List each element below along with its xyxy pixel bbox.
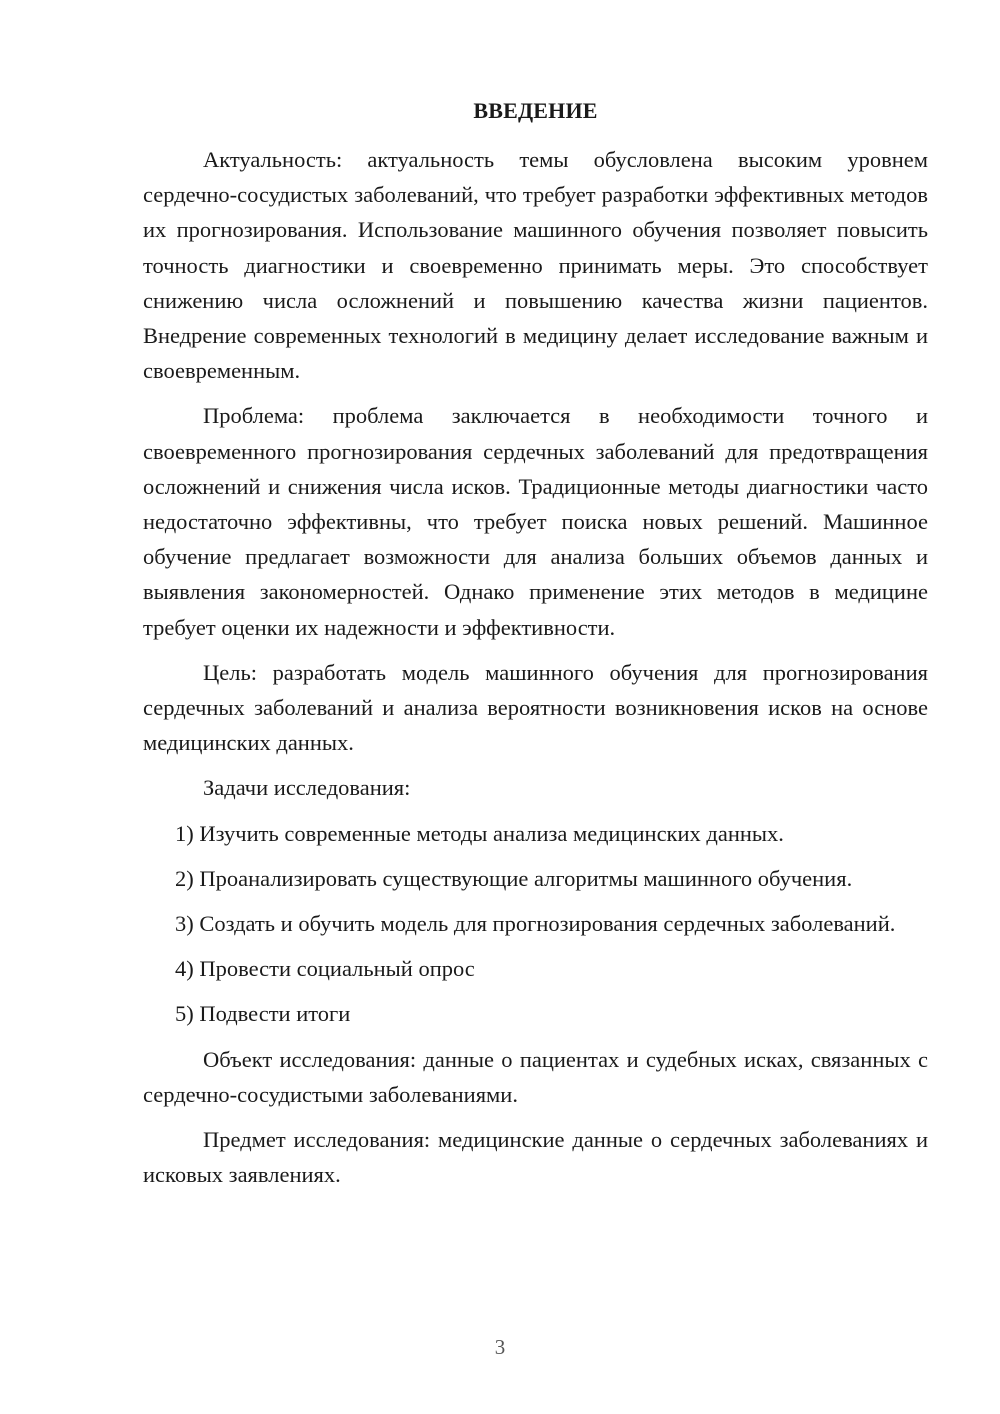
paragraph-relevance: Актуальность: актуальность темы обусловлена высоким уровнем сердечно-сосудистых заболеваний, что требует разработки эффективных методов их прогнозирования. Использование машинного обучения позволяет повысить точность диагностики и своевременно принимать меры. Это способствует снижению числа осложнений и повышению качества жизни пациентов. Внедрение современных технологий в медицину делает исследование важным и своевременным. — [143, 147, 928, 384]
task-item-3: 3) Создать и обучить модель для прогнозирования сердечных заболеваний. — [175, 911, 896, 937]
page-title: ВВЕДЕНИЕ — [473, 98, 598, 123]
paragraph-goal: Цель: разработать модель машинного обучения для прогнозирования сердечных заболеваний и анализа вероятности возникновения исков на основе медицинских данных. — [143, 659, 928, 756]
task-item-4: 4) Провести социальный опрос — [175, 956, 475, 982]
tasks-heading: Задачи исследования: — [203, 775, 411, 801]
task-item-2: 2) Проанализировать существующие алгоритмы машинного обучения. — [175, 865, 853, 891]
paragraph-object: Объект исследования: данные о пациентах и судебных исках, связанных с сердечно-сосудистыми заболеваниями. — [143, 1046, 928, 1107]
paragraph-problem: Проблема: проблема заключается в необходимости точного и своевременного прогнозирования сердечных заболеваний для предотвращения осложнений и снижения числа исков. Традиционные методы диагностики часто недостаточно эффективны, что требует поиска новых решений. Машинное обучение предлагает возможности для анализа больших объемов данных и выявления закономерностей. Однако применение этих методов в медицине требует оценки их надежности и эффективности. — [143, 403, 928, 640]
task-item-1: 1) Изучить современные методы анализа медицинских данных. — [175, 820, 784, 846]
paragraph-subject: Предмет исследования: медицинские данные о сердечных заболеваниях и исковых заявлениях. — [143, 1127, 928, 1188]
task-item-5: 5) Подвести итоги — [175, 1001, 351, 1027]
document-page — [143, 96, 928, 1202]
page-number: 3 — [494, 1335, 506, 1359]
